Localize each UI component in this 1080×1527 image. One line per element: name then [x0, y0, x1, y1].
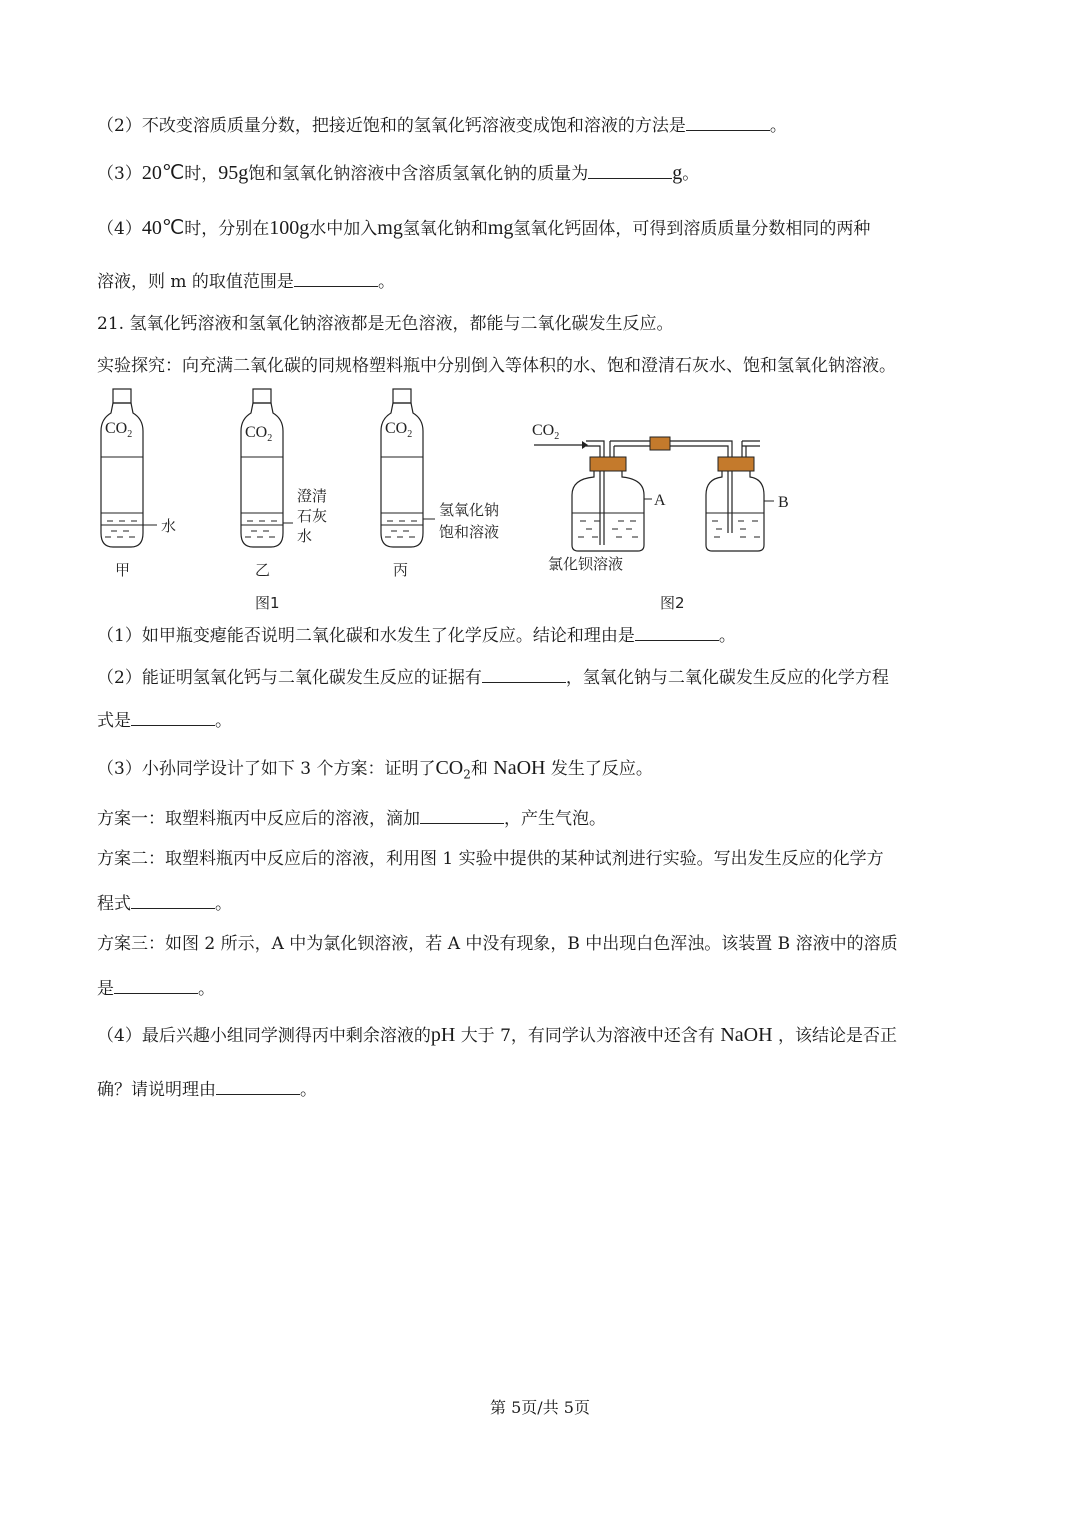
question-21-explore: 实验探究：向充满二氧化碳的同规格塑料瓶中分别倒入等体积的水、饱和澄清石灰水、饱和氢氧化钠溶液。 [97, 356, 896, 376]
answer-blank[interactable] [131, 707, 215, 726]
question-21-part2-cont: 式是 。 [97, 707, 232, 732]
question-20-part3: （3）20℃时，95g饱和氢氧化钠溶液中含溶质氢氧化钠的质量为 g。 [97, 162, 700, 184]
bacl2-solution-label: 氯化钡溶液 [548, 555, 624, 573]
answer-blank[interactable] [482, 664, 566, 683]
bottle-b-label: B [778, 494, 789, 511]
answer-blank[interactable] [114, 975, 198, 994]
bottle-yi-liquid-1: 澄清 [297, 487, 328, 505]
answer-blank[interactable] [216, 1076, 300, 1095]
bottle-bing-liquid-1: 氢氧化钠 [439, 501, 500, 519]
washing-bottle-b [706, 457, 789, 551]
plan-1: 方案一：取塑料瓶丙中反应后的溶液，滴加 ，产生气泡。 [97, 805, 606, 830]
bottle-yi-gas: $CO_2$ [245, 424, 273, 444]
plan-2: 方案二：取塑料瓶丙中反应后的溶液，利用图 1 实验中提供的某种试剂进行实验。写出发生反应的化学方 [97, 849, 884, 869]
figure-1-caption: 图1 [255, 594, 280, 612]
answer-blank[interactable] [635, 622, 719, 641]
question-20-part4: （4）40℃时，分别在100g水中加入mg氢氧化钠和mg氢氧化钙固体，可得到溶质质量分数相同的两种 [97, 217, 871, 239]
answer-blank[interactable] [131, 890, 215, 909]
question-21-part1: （1）如甲瓶变瘪能否说明二氧化碳和水发生了化学反应。结论和理由是 。 [97, 622, 736, 647]
bottle-jia-gas: $CO_2$ [105, 420, 133, 440]
question-21-part2: （2）能证明氢氧化钙与二氧化碳发生反应的证据有 ，氢氧化钠与二氧化碳发生反应的化学方程 [97, 664, 889, 689]
question-21-part4: （4）最后兴趣小组同学测得丙中剩余溶液的pH 大于 7，有同学认为溶液中还含有 NaOH ，该结论是否正 [97, 1024, 897, 1046]
bottle-a-label: A [654, 492, 666, 509]
washing-bottle-a [572, 457, 666, 551]
question-20-part2: （2）不改变溶质质量分数，把接近饱和的氢氧化钙溶液变成饱和溶液的方法是 。 [97, 112, 787, 137]
bottle-bing-label: 丙 [393, 561, 409, 579]
bottle-yi-liquid-3: 水 [297, 527, 313, 545]
page-footer: 第 5页/共 5页 [490, 1398, 590, 1417]
figure-2-apparatus [530, 415, 810, 615]
bottle-jia [101, 389, 176, 579]
answer-blank[interactable] [588, 160, 672, 179]
answer-blank[interactable] [294, 268, 378, 287]
bottle-bing-gas: $CO_2$ [385, 420, 413, 440]
bottle-bing [381, 389, 499, 579]
plan-3-cont: 是 。 [97, 975, 215, 1000]
question-21-part3: （3）小孙同学设计了如下 3 个方案：证明了$CO_2$和 NaOH 发生了反应。 [97, 757, 653, 782]
plan-3: 方案三：如图 2 所示，A 中为氯化钡溶液，若 A 中没有现象，B 中出现白色浑浊。该装置 B 溶液中的溶质 [97, 934, 898, 954]
co2-inlet-label: $CO_2$ [532, 422, 560, 442]
bottle-yi [241, 389, 327, 579]
plan-2-cont: 程式 。 [97, 890, 232, 915]
answer-blank[interactable] [686, 112, 770, 131]
bottle-jia-liquid: 水 [161, 517, 177, 535]
question-21-part4-cont: 确？请说明理由 。 [97, 1076, 317, 1101]
bottle-yi-liquid-2: 石灰 [297, 507, 328, 525]
bottle-yi-label: 乙 [255, 561, 271, 579]
figure-2-caption: 图2 [660, 594, 685, 612]
bottle-jia-label: 甲 [115, 561, 131, 579]
question-20-part4-cont: 溶液，则 m 的取值范围是 。 [97, 268, 395, 293]
bottle-bing-liquid-2: 饱和溶液 [439, 523, 500, 541]
figure-1-bottles [95, 385, 555, 615]
question-21-stem: 21. 氢氧化钙溶液和氢氧化钠溶液都是无色溶液，都能与二氧化碳发生反应。 [97, 314, 674, 334]
answer-blank[interactable] [420, 805, 504, 824]
